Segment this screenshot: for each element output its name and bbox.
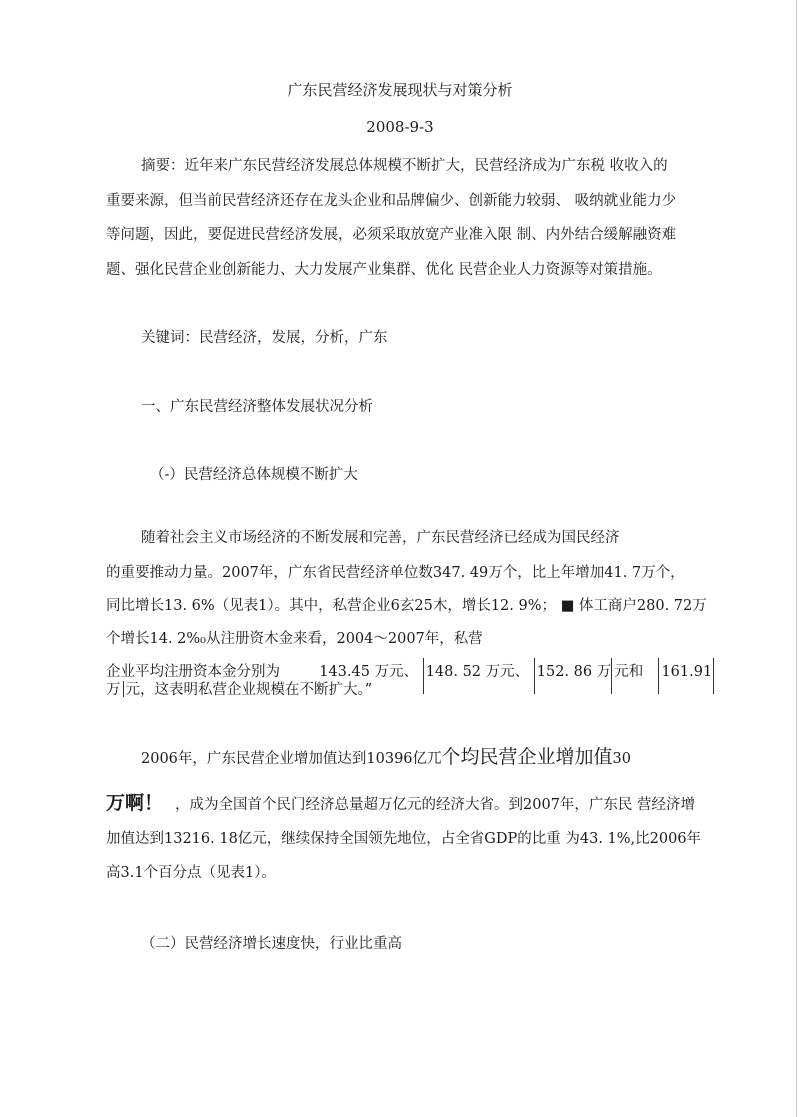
abstract-line: 题、强化民营企业创新能力、大力发展产业集群、优化 民营企业人力资源等对策措施。 bbox=[106, 262, 662, 278]
keywords: 关键词：民营经济，发展，分析，广东 bbox=[141, 330, 388, 346]
abstract-line: 重要来源，但当前民营经济还存在龙头企业和品牌偏少、创新能力较弱、 吸纳就业能力少 bbox=[106, 193, 677, 209]
text-span: 企业平均注册资本金分别为 bbox=[106, 664, 280, 680]
bracket-mark bbox=[658, 658, 659, 694]
paragraph-line: 随着社会主义市场经济的不断发展和完善，广东民营经济已经成为国民经济 bbox=[141, 530, 620, 546]
text-span: 万 bbox=[106, 682, 121, 698]
document-date: 2008-9-3 bbox=[366, 118, 434, 136]
document-title: 广东民营经济发展现状与对策分析 bbox=[287, 81, 513, 99]
text-span: ，成为全国首个民门经济总量超万亿元的经济大省。到2007年，广东民 营经济增 bbox=[175, 797, 696, 813]
paragraph-line: 加值达到13216. 18亿元，继续保持全国领先地位，占全省GDP的比重 为43. 1%,比2006年 bbox=[106, 831, 702, 847]
abstract-line: 等问题，因此，要促进民营经济发展，必须采取放宽产业准入限 制、内外结合缓解融资难 bbox=[106, 227, 677, 243]
paragraph-line: 个增长14. 2%₀从注册资木金来看，2004～2007年，私营 bbox=[106, 631, 483, 647]
section-heading: 一、广东民营经济整体发展状况分析 bbox=[141, 399, 373, 415]
bracket-mark bbox=[611, 658, 612, 694]
text-span: 元，这表明私营企业规模在不断扩大。” bbox=[125, 682, 373, 698]
value-2005: 148. 52 万元、 bbox=[425, 664, 530, 680]
text-span: 2006年，广东民营企业增加值达到10396亿兀 bbox=[141, 751, 442, 767]
value-2007: 161.91 bbox=[661, 664, 713, 680]
emphasis-text: 个均民营企业增加值 bbox=[441, 746, 613, 768]
bracket-mark bbox=[123, 681, 124, 697]
text-span: 30 bbox=[612, 751, 631, 767]
paragraph-line bbox=[141, 748, 631, 768]
bracket-mark bbox=[534, 658, 535, 694]
abstract-line: 摘要：近年来广东民营经济发展总体规模不断扩大，民营经济成为广东税 收收入的 bbox=[141, 158, 668, 174]
paragraph-line bbox=[106, 794, 695, 814]
paragraph-line: 同比增长13. 6%（见表1）。其中，私营企业6玄25木，增长12. 9%； ■ 体工商户280. 72万 bbox=[106, 598, 707, 614]
emphasis-text: 万啊！ bbox=[106, 792, 164, 814]
bracket-mark bbox=[423, 658, 424, 694]
subsection-heading: （-）民营经济总体规模不断扩大 bbox=[150, 467, 358, 483]
value-2006: 152. 86 万 bbox=[536, 664, 612, 680]
bracket-mark bbox=[713, 658, 714, 694]
text-span: 元和 bbox=[614, 664, 644, 680]
paragraph-line: 的重要推动力量。2007年，广东省民营经济单位数347. 49万个，比上年增加41. 7万个， bbox=[106, 565, 685, 581]
value-2004: 143.45 万元、 bbox=[319, 664, 419, 680]
paragraph-line bbox=[106, 681, 372, 699]
paragraph-line: 高3.1个百分点（见表1）。 bbox=[106, 865, 277, 881]
subsection-heading: （二）民营经济增长速度快，行业比重高 bbox=[141, 936, 402, 952]
